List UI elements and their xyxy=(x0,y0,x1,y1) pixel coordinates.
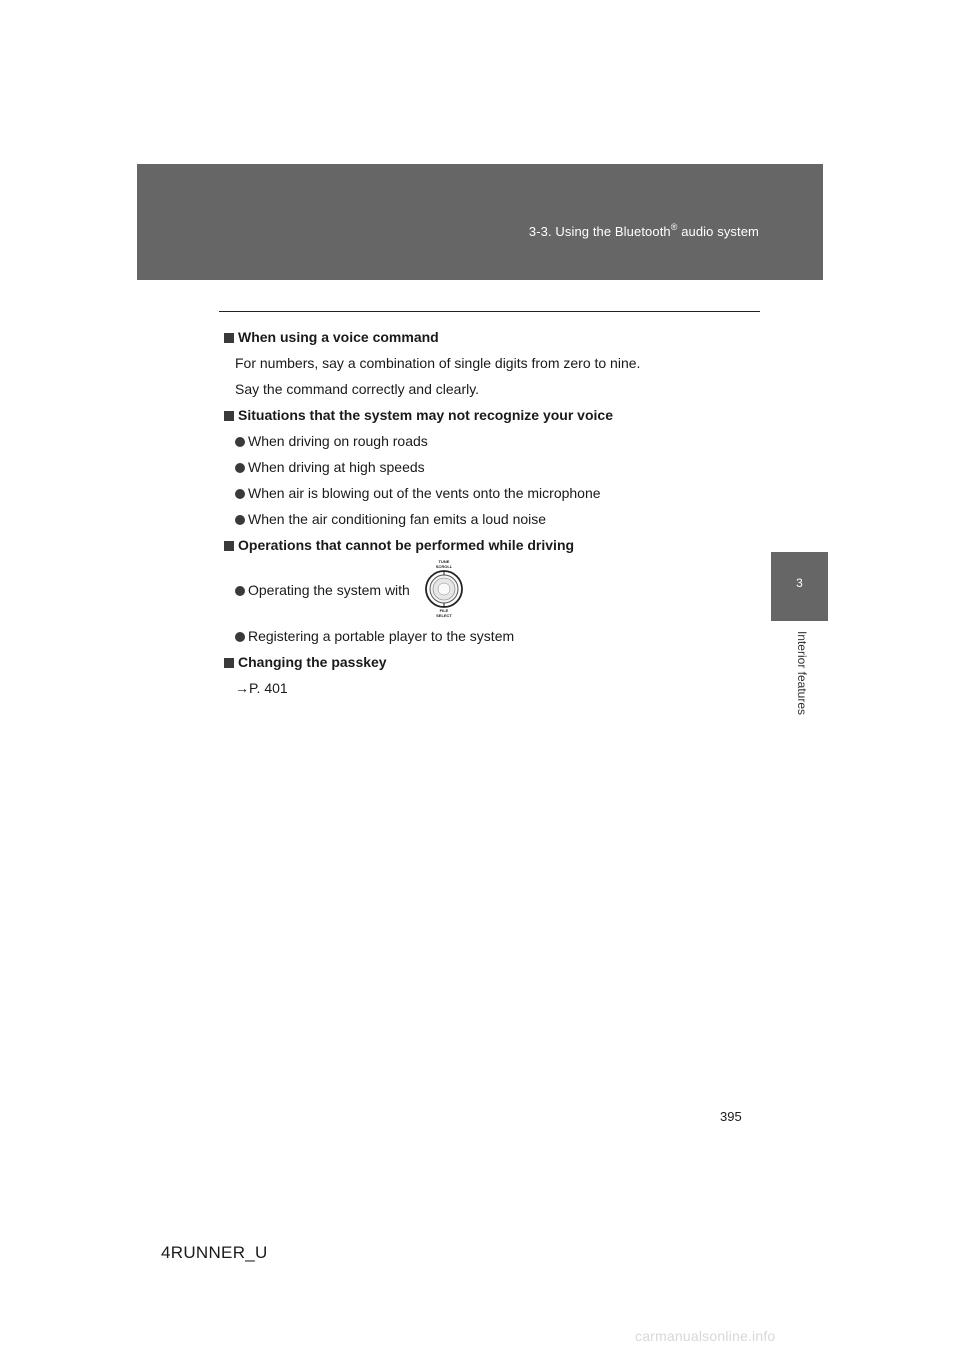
circle-bullet-icon xyxy=(235,463,245,473)
section-title-end: audio system xyxy=(677,224,759,239)
chapter-tab xyxy=(771,552,828,621)
list-item xyxy=(224,625,764,651)
tune-scroll-knob-icon xyxy=(420,558,468,618)
square-bullet-icon xyxy=(224,411,234,421)
list-item-text: When driving at high speeds xyxy=(248,459,425,475)
list-item-text: Operating the system with xyxy=(248,582,410,598)
list-item-text: When air is blowing out of the vents onto the microphone xyxy=(248,485,601,501)
header-divider xyxy=(219,311,760,312)
square-bullet-icon xyxy=(224,541,234,551)
list-item xyxy=(224,508,764,534)
knob-bottom-label: FILE xyxy=(439,608,449,614)
heading-text: When using a voice command xyxy=(238,329,439,345)
list-item xyxy=(224,430,764,456)
list-item xyxy=(224,482,764,508)
heading-text: Changing the passkey xyxy=(238,654,387,670)
list-item xyxy=(224,456,764,482)
knob-top-label: TUNE xyxy=(438,559,450,565)
paragraph-line: Say the command correctly and clearly. xyxy=(235,381,480,397)
circle-bullet-icon xyxy=(235,586,245,596)
circle-bullet-icon xyxy=(235,489,245,499)
heading-text: Operations that cannot be performed while driving xyxy=(238,537,575,553)
heading-text: Situations that the system may not recognize your voice xyxy=(238,407,613,423)
circle-bullet-icon xyxy=(235,632,245,642)
square-bullet-icon xyxy=(224,333,234,343)
section-title-text: 3-3. Using the Bluetooth xyxy=(528,224,671,239)
list-item-text: When driving on rough roads xyxy=(248,433,428,449)
heading-not-recognize xyxy=(224,404,764,430)
circle-bullet-icon xyxy=(235,437,245,447)
model-code: 4RUNNER_U xyxy=(161,1243,268,1262)
paragraph-line: For numbers, say a combination of single digits from zero to nine. xyxy=(235,355,641,371)
page-reference-link[interactable]: →P. 401 xyxy=(235,680,288,696)
square-bullet-icon xyxy=(224,658,234,668)
knob-top-label: SCROLL xyxy=(435,564,452,570)
section-title xyxy=(528,221,759,239)
knob-bottom-label: SELECT xyxy=(435,613,452,619)
chapter-number: 3 xyxy=(796,576,803,590)
list-item-text: Registering a portable player to the system xyxy=(248,628,515,644)
page-content xyxy=(224,326,764,703)
watermark: carmanualsonline.info xyxy=(635,1328,776,1344)
registered-mark: ® xyxy=(670,221,678,232)
page-number: 395 xyxy=(720,1109,742,1124)
chapter-label: Interior features xyxy=(795,630,809,716)
circle-bullet-icon xyxy=(235,515,245,525)
section-header-band xyxy=(137,164,823,280)
list-item xyxy=(224,555,764,625)
heading-passkey xyxy=(224,651,764,677)
list-item-text: When the air conditioning fan emits a loud noise xyxy=(248,511,547,527)
heading-voice-command xyxy=(224,326,764,352)
